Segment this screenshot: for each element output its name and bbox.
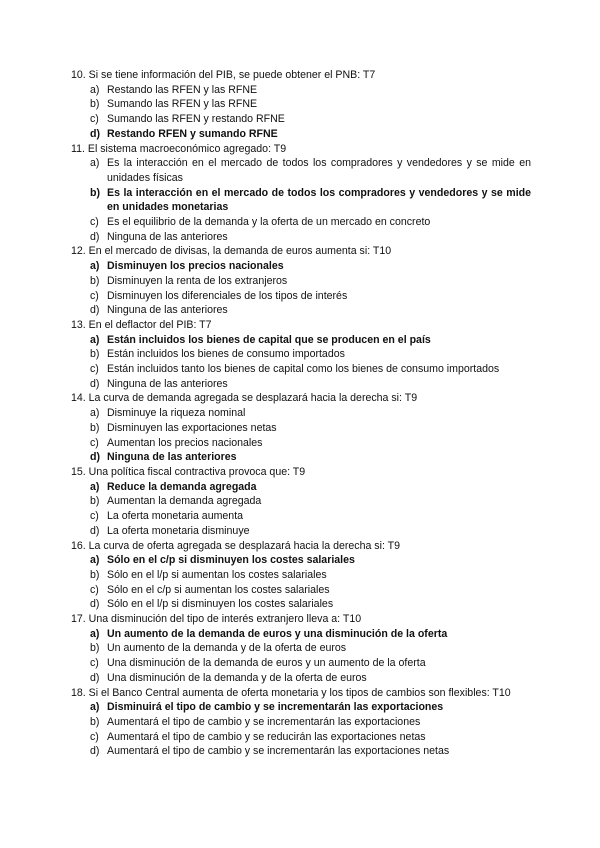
question-title: 12. En el mercado de divisas, la demanda de euros aumenta si: T10 bbox=[71, 245, 392, 258]
option-list bbox=[71, 627, 531, 686]
option-item bbox=[71, 436, 531, 451]
option-label: a) bbox=[90, 627, 100, 640]
option-item bbox=[71, 347, 531, 362]
option-text: Es el equilibrio de la demanda y la oferta de un mercado en concreto bbox=[107, 216, 431, 229]
option-text: Sólo en el l/p si aumentan los costes salariales bbox=[107, 568, 327, 581]
option-text: Sólo en el l/p si disminuyen los costes salariales bbox=[107, 598, 334, 611]
option-text: Están incluidos los bienes de capital que se producen en el país bbox=[107, 333, 431, 346]
option-label: c) bbox=[90, 730, 99, 743]
option-text: Ninguna de las anteriores bbox=[107, 377, 228, 390]
option-text: Un aumento de la demanda y de la oferta de euros bbox=[107, 642, 347, 655]
option-item bbox=[71, 656, 531, 671]
option-label: d) bbox=[90, 671, 100, 684]
option-item bbox=[71, 230, 531, 245]
option-item bbox=[71, 671, 531, 686]
option-label: a) bbox=[90, 480, 100, 493]
option-item bbox=[71, 700, 531, 715]
question-15 bbox=[71, 465, 531, 539]
option-item bbox=[71, 274, 531, 289]
option-item bbox=[71, 568, 531, 583]
option-list bbox=[71, 259, 531, 318]
option-text: Ninguna de las anteriores bbox=[107, 304, 228, 317]
option-label: a) bbox=[90, 83, 100, 96]
option-text: Sumando las RFEN y restando RFNE bbox=[107, 113, 285, 126]
option-item bbox=[71, 509, 531, 524]
question-13 bbox=[71, 318, 531, 392]
option-text: Disminuyen las exportaciones netas bbox=[107, 421, 277, 434]
question-title: 10. Si se tiene información del PIB, se puede obtener el PNB: T7 bbox=[71, 69, 376, 81]
option-text: Aumentan los precios nacionales bbox=[107, 436, 263, 449]
question-16 bbox=[71, 539, 531, 613]
option-text: Disminuyen los precios nacionales bbox=[107, 260, 284, 273]
option-label: b) bbox=[90, 642, 100, 655]
option-label: c) bbox=[90, 583, 99, 596]
question-title: 17. Una disminución del tipo de interés extranjero lleva a: T10 bbox=[71, 613, 362, 626]
option-label: d) bbox=[90, 451, 100, 464]
question-title: 14. La curva de demanda agregada se desplazará hacia la derecha si: T9 bbox=[71, 392, 418, 405]
option-item bbox=[71, 480, 531, 495]
option-label: d) bbox=[90, 304, 100, 317]
option-label: a) bbox=[90, 701, 100, 714]
option-item bbox=[71, 156, 531, 185]
option-text: Una disminución de la demanda y de la oferta de euros bbox=[107, 671, 367, 684]
option-text: Están incluidos los bienes de consumo importados bbox=[107, 348, 345, 361]
question-17 bbox=[71, 612, 531, 686]
option-text: Disminuyen la renta de los extranjeros bbox=[107, 274, 288, 287]
option-list bbox=[71, 83, 531, 142]
option-text: Sólo en el c/p si disminuyen los costes salariales bbox=[107, 554, 355, 567]
option-label: a) bbox=[90, 260, 100, 273]
option-label: d) bbox=[90, 524, 100, 537]
option-text: Disminuyen los diferenciales de los tipos de interés bbox=[107, 289, 348, 302]
option-item bbox=[71, 259, 531, 274]
option-list bbox=[71, 480, 531, 539]
option-label: b) bbox=[90, 715, 100, 728]
question-10 bbox=[71, 68, 531, 142]
question-title: 18. Si el Banco Central aumenta de oferta monetaria y los tipos de cambios son flexibles: T10 bbox=[71, 686, 511, 699]
option-item bbox=[71, 406, 531, 421]
option-label: b) bbox=[90, 186, 100, 199]
option-item bbox=[71, 112, 531, 127]
option-label: b) bbox=[90, 421, 100, 434]
option-label: c) bbox=[90, 289, 99, 302]
option-text: Un aumento de la demanda de euros y una disminución de la oferta bbox=[107, 627, 448, 640]
option-list bbox=[71, 406, 531, 465]
option-item bbox=[71, 333, 531, 348]
option-item bbox=[71, 730, 531, 745]
option-item bbox=[71, 641, 531, 656]
option-item bbox=[71, 362, 531, 377]
option-text: Están incluidos tanto los bienes de capital como los bienes de consumo importados bbox=[107, 363, 500, 376]
option-label: c) bbox=[90, 363, 99, 376]
option-item bbox=[71, 289, 531, 304]
option-label: b) bbox=[90, 274, 100, 287]
option-item bbox=[71, 627, 531, 642]
option-item bbox=[71, 524, 531, 539]
option-text: Disminuye la riqueza nominal bbox=[107, 407, 246, 420]
option-label: a) bbox=[90, 554, 100, 567]
option-item bbox=[71, 303, 531, 318]
option-text: Sólo en el c/p si aumentan los costes salariales bbox=[107, 583, 330, 596]
option-text: La oferta monetaria aumenta bbox=[107, 510, 244, 523]
option-label: d) bbox=[90, 598, 100, 611]
option-item bbox=[71, 553, 531, 568]
option-label: a) bbox=[90, 157, 100, 170]
question-18 bbox=[71, 686, 531, 760]
option-label: a) bbox=[90, 407, 100, 420]
option-label: b) bbox=[90, 348, 100, 361]
option-label: c) bbox=[90, 216, 99, 229]
question-14 bbox=[71, 391, 531, 465]
option-item bbox=[71, 597, 531, 612]
option-item bbox=[71, 186, 531, 215]
option-list bbox=[71, 700, 531, 759]
option-label: b) bbox=[90, 98, 100, 111]
option-item bbox=[71, 83, 531, 98]
option-label: d) bbox=[90, 230, 100, 243]
option-text: Aumentará el tipo de cambio y se incrementarán las exportaciones bbox=[107, 715, 421, 728]
option-text: Restando RFEN y sumando RFNE bbox=[107, 127, 278, 140]
option-label: c) bbox=[90, 510, 99, 523]
option-label: d) bbox=[90, 377, 100, 390]
option-list bbox=[71, 333, 531, 392]
option-item bbox=[71, 421, 531, 436]
option-item bbox=[71, 377, 531, 392]
option-text: Una disminución de la demanda de euros y un aumento de la oferta bbox=[107, 657, 426, 670]
option-label: d) bbox=[90, 127, 100, 140]
question-title: 15. Una política fiscal contractiva provoca que: T9 bbox=[71, 465, 306, 478]
question-12 bbox=[71, 244, 531, 318]
option-text: Sumando las RFEN y las RFNE bbox=[107, 98, 258, 111]
option-text: Reduce la demanda agregada bbox=[107, 480, 257, 493]
option-label: a) bbox=[90, 333, 100, 346]
option-text: Disminuirá el tipo de cambio y se incrementarán las exportaciones bbox=[107, 701, 444, 714]
question-title: 16. La curva de oferta agregada se desplazará hacia la derecha si: T9 bbox=[71, 539, 401, 552]
question-title: 13. En el deflactor del PIB: T7 bbox=[71, 318, 212, 331]
option-text: Ninguna de las anteriores bbox=[107, 451, 237, 464]
option-item bbox=[71, 494, 531, 509]
option-label: b) bbox=[90, 568, 100, 581]
option-label: d) bbox=[90, 745, 100, 758]
option-item bbox=[71, 744, 531, 759]
option-list bbox=[71, 156, 531, 244]
question-title: 11. El sistema macroeconómico agregado: T9 bbox=[71, 142, 287, 155]
option-text: Es la interacción en el mercado de todos los compradores y vendedores y se mide en unidades físicas bbox=[107, 157, 531, 184]
option-item bbox=[71, 583, 531, 598]
option-list bbox=[71, 553, 531, 612]
option-text: Es la interacción en el mercado de todos los compradores y vendedores y se mide en unidades monetarias bbox=[107, 186, 531, 214]
option-label: c) bbox=[90, 113, 99, 126]
option-text: La oferta monetaria disminuye bbox=[107, 524, 250, 537]
option-item bbox=[71, 450, 531, 465]
option-label: c) bbox=[90, 657, 99, 670]
question-11 bbox=[71, 142, 531, 245]
option-text: Aumentará el tipo de cambio y se incrementarán las exportaciones netas bbox=[107, 745, 450, 758]
option-text: Ninguna de las anteriores bbox=[107, 230, 228, 243]
option-item bbox=[71, 715, 531, 730]
option-item bbox=[71, 127, 531, 142]
option-text: Restando las RFEN y las RFNE bbox=[107, 83, 258, 96]
question-list bbox=[71, 68, 531, 759]
option-label: b) bbox=[90, 495, 100, 508]
option-label: c) bbox=[90, 436, 99, 449]
option-text: Aumentan la demanda agregada bbox=[107, 495, 262, 508]
document-page bbox=[71, 68, 531, 759]
option-item bbox=[71, 97, 531, 112]
option-item bbox=[71, 215, 531, 230]
option-text: Aumentará el tipo de cambio y se reducirán las exportaciones netas bbox=[107, 730, 426, 743]
